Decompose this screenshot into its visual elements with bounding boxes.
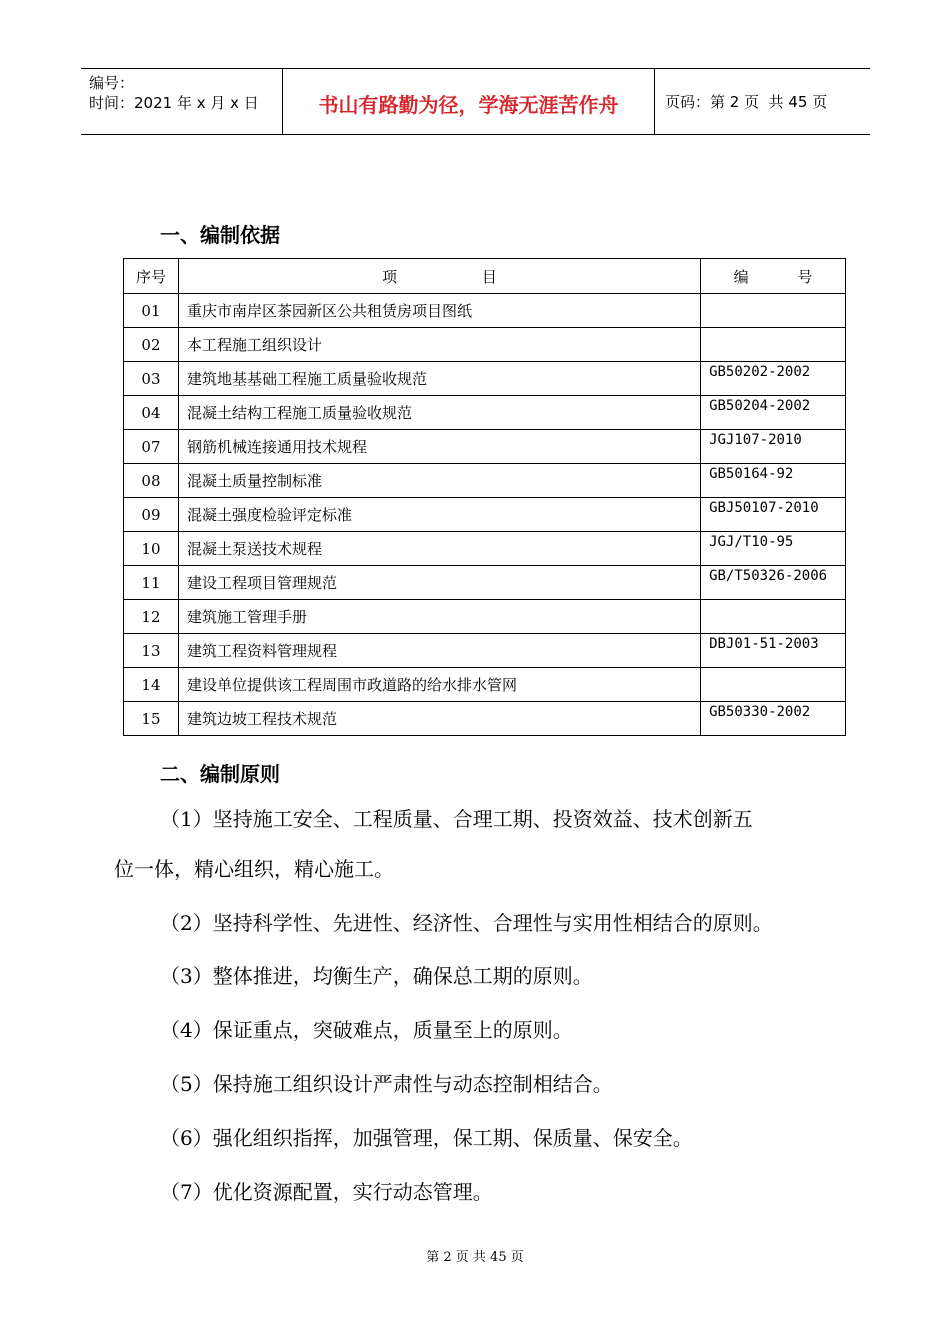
row-number-cell: 07 — [124, 430, 179, 464]
row-item-cell: 钢筋机械连接通用技术规程 — [178, 430, 700, 464]
row-code-cell: GBJ50107-2010 — [701, 498, 846, 532]
principle-2: （2）坚持科学性、先进性、经济性、合理性与实用性相结合的原则。 — [160, 911, 773, 935]
row-code-cell: GB50202-2002 — [701, 362, 846, 396]
row-item-cell: 混凝土泵送技术规程 — [178, 532, 700, 566]
table-row — [124, 430, 846, 464]
table-header-row — [124, 259, 846, 294]
principle-1-line-1: （1）坚持施工安全、工程质量、合理工期、投资效益、技术创新五 — [160, 807, 753, 831]
table-row — [124, 464, 846, 498]
table-row — [124, 668, 846, 702]
document-header — [81, 68, 870, 135]
principle-4: （4）保证重点，突破难点，质量至上的原则。 — [160, 1018, 573, 1042]
footer-page-number: 第 2 页 共 45 页 — [426, 1250, 524, 1265]
row-item-cell: 混凝土质量控制标准 — [178, 464, 700, 498]
table-row — [124, 702, 846, 736]
serial-label: 编号： — [89, 74, 135, 92]
principle-5: （5）保持施工组织设计严肃性与动态控制相结合。 — [160, 1072, 613, 1096]
row-item-cell: 建设单位提供该工程周围市政道路的给水排水管网 — [178, 668, 700, 702]
page-footer — [0, 1246, 950, 1265]
section-title-principles: 二、编制原则 — [160, 762, 280, 786]
table-row — [124, 634, 846, 668]
principle-7: （7）优化资源配置，实行动态管理。 — [160, 1180, 493, 1204]
basis-table-body — [124, 294, 846, 736]
row-item-cell: 混凝土结构工程施工质量验收规范 — [178, 396, 700, 430]
row-code-cell — [701, 600, 846, 634]
row-item-cell: 本工程施工组织设计 — [178, 328, 700, 362]
row-code-cell: JGJ/T10-95 — [701, 532, 846, 566]
row-item-cell: 建筑施工管理手册 — [178, 600, 700, 634]
row-number-cell: 11 — [124, 566, 179, 600]
header-motto: 书山有路勤为径，学海无涯苦作舟 — [282, 69, 655, 134]
time-label: 时间：2021 年 x 月 x 日 — [89, 94, 259, 112]
row-number-cell: 01 — [124, 294, 179, 328]
row-number-cell: 15 — [124, 702, 179, 736]
section-title-basis: 一、编制依据 — [160, 223, 280, 247]
row-number-cell: 08 — [124, 464, 179, 498]
basis-table — [123, 258, 846, 736]
row-item-cell: 建设工程项目管理规范 — [178, 566, 700, 600]
row-number-cell: 02 — [124, 328, 179, 362]
row-item-cell: 建筑地基基础工程施工质量验收规范 — [178, 362, 700, 396]
row-code-cell — [701, 328, 846, 362]
table-row — [124, 396, 846, 430]
page-info-text: 页码：第 2 页 共 45 页 — [665, 93, 828, 111]
row-code-cell: JGJ107-2010 — [701, 430, 846, 464]
table-row — [124, 362, 846, 396]
column-header-code-text: 编 号 — [733, 267, 835, 286]
principle-3: （3）整体推进，均衡生产，确保总工期的原则。 — [160, 964, 593, 988]
row-number-cell: 03 — [124, 362, 179, 396]
row-item-cell: 建筑工程资料管理规程 — [178, 634, 700, 668]
row-number-cell: 09 — [124, 498, 179, 532]
row-code-cell — [701, 668, 846, 702]
row-code-cell — [701, 294, 846, 328]
table-row — [124, 600, 846, 634]
row-code-cell: GB/T50326-2006 — [701, 566, 846, 600]
row-item-cell: 重庆市南岸区茶园新区公共租赁房项目图纸 — [178, 294, 700, 328]
table-row — [124, 294, 846, 328]
principle-6: （6）强化组织指挥，加强管理，保工期、保质量、保安全。 — [160, 1126, 693, 1150]
row-item-cell: 混凝土强度检验评定标准 — [178, 498, 700, 532]
column-header-no: 序号 — [124, 259, 179, 294]
table-row — [124, 566, 846, 600]
row-code-cell: GB50330-2002 — [701, 702, 846, 736]
row-number-cell: 10 — [124, 532, 179, 566]
table-row — [124, 328, 846, 362]
header-meta — [81, 69, 282, 134]
row-number-cell: 04 — [124, 396, 179, 430]
column-header-item — [178, 259, 700, 294]
column-header-item-text: 项 目 — [382, 267, 537, 286]
principle-1-line-2: 位一体，精心组织，精心施工。 — [114, 857, 394, 881]
row-code-cell: GB50164-92 — [701, 464, 846, 498]
row-code-cell: GB50204-2002 — [701, 396, 846, 430]
row-code-cell: DBJ01-51-2003 — [701, 634, 846, 668]
column-header-code — [701, 259, 846, 294]
row-number-cell: 14 — [124, 668, 179, 702]
row-number-cell: 12 — [124, 600, 179, 634]
table-row — [124, 498, 846, 532]
header-page-info — [655, 69, 870, 134]
row-number-cell: 13 — [124, 634, 179, 668]
table-row — [124, 532, 846, 566]
row-item-cell: 建筑边坡工程技术规范 — [178, 702, 700, 736]
